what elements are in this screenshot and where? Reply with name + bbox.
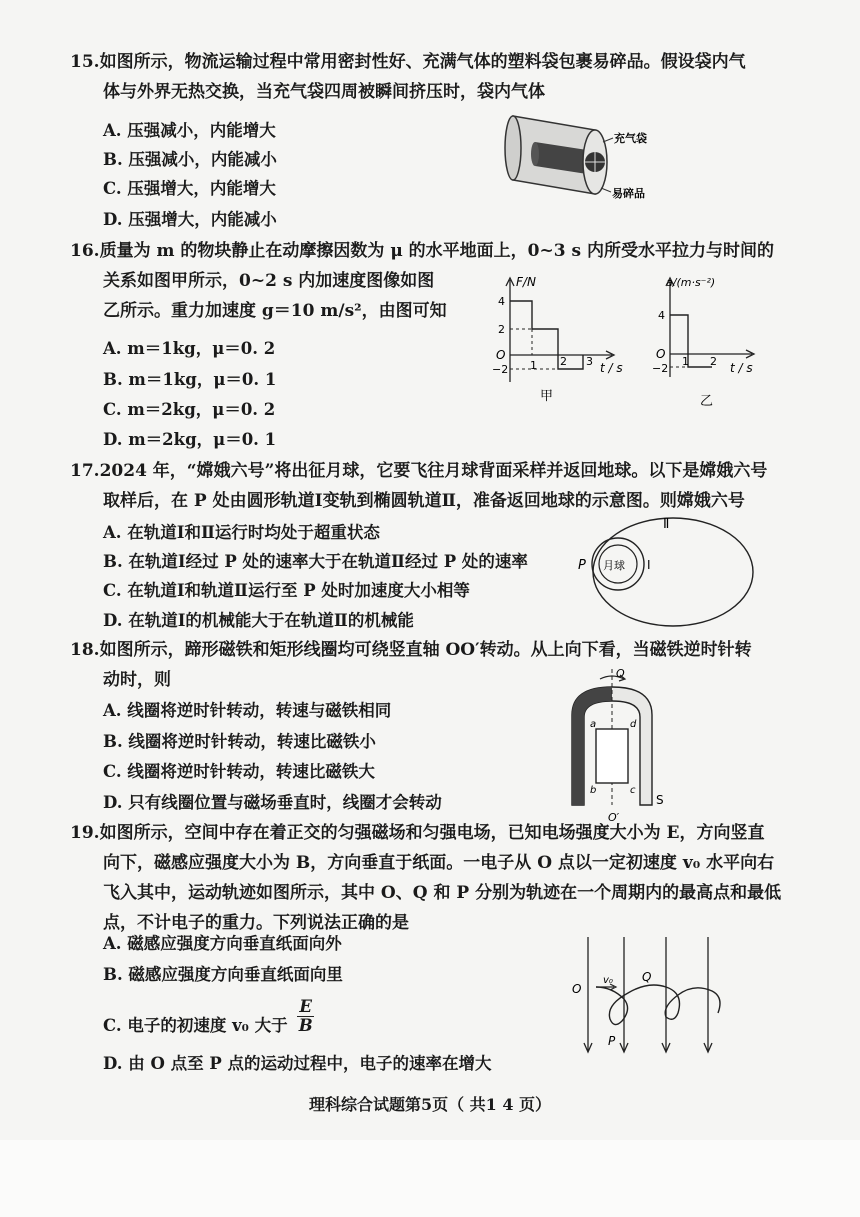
orbit-1-label: Ⅰ: [647, 558, 651, 572]
y-tick: 4: [498, 295, 505, 308]
corner-b-label: b: [590, 785, 597, 796]
option-a: A. 磁感应强度方向垂直纸面向外: [103, 934, 342, 953]
option-d: D. 只有线圈位置与磁场垂直时，线圈才会转动: [103, 793, 442, 812]
corner-d-label: d: [630, 719, 637, 730]
y-tick: −2: [492, 363, 509, 376]
pole-label: S: [656, 793, 664, 807]
option-d: D. 在轨道Ⅰ的机械能大于在轨道Ⅱ的机械能: [103, 611, 414, 630]
magnet-figure: [560, 665, 670, 824]
origin-label: O: [656, 347, 666, 361]
x-tick: 1: [530, 359, 537, 372]
graph-yi: [640, 272, 765, 412]
graph-caption: 甲: [540, 389, 554, 404]
question-stem: 取样后，在 P 处由圆形轨道Ⅰ变轨到椭圆轨道Ⅱ，准备返回地球的示意图。则嫦娥六号: [103, 491, 745, 511]
item-label: 易碎品: [612, 187, 645, 200]
option-c-text: C. 电子的初速度 v₀ 大于: [103, 1016, 288, 1035]
x-tick: 2: [710, 355, 717, 368]
graph-caption: 乙: [700, 394, 714, 409]
question-stem: 质量为 m 的物块静止在动摩擦因数为 μ 的水平地面上，0~3 s 内所受水平拉力与时间的: [99, 241, 774, 261]
fraction-e-over-b: [297, 998, 314, 1035]
point-o-label: O: [572, 982, 582, 996]
question-number: 16.: [70, 241, 100, 261]
point-q-label: Q: [642, 970, 652, 984]
origin-label: O: [496, 348, 506, 362]
question-stem: 动时，则: [103, 670, 171, 690]
option-c: C. 在轨道Ⅰ和轨道Ⅱ运行至 P 处时加速度大小相等: [103, 581, 470, 600]
option-d: D. 压强增大，内能减小: [103, 210, 277, 229]
orbit-figure: [568, 510, 768, 635]
option-b: B. 磁感应强度方向垂直纸面向里: [103, 965, 343, 984]
x-axis-label: t / s: [600, 361, 623, 375]
fraction-numerator: E: [299, 997, 312, 1016]
option-b: B. m＝1kg，μ＝0. 1: [103, 370, 277, 389]
orbit-2-label: Ⅱ: [663, 517, 670, 532]
option-b: B. 压强减小，内能减小: [103, 150, 277, 169]
point-p-label: P: [608, 1034, 616, 1048]
y-axis-label: a/(m·s⁻²): [666, 276, 716, 289]
x-tick: 2: [560, 355, 567, 368]
question-17: [70, 456, 767, 516]
option-c: C. 线圈将逆时针转动，转速比磁铁大: [103, 762, 375, 781]
option-d: D. m＝2kg，μ＝0. 1: [103, 430, 277, 449]
page-footer: 理科综合试题第5页（ 共1 4 页）: [308, 1095, 552, 1114]
option-a: A. m＝1kg，μ＝0. 2: [103, 339, 276, 358]
question-number: 19.: [70, 823, 100, 843]
question-stem: 如图所示，空间中存在着正交的匀强磁场和匀强电场，已知电场强度大小为 E，方向竖直: [99, 823, 765, 843]
question-stem: 如图所示，物流运输过程中常用密封性好、充满气体的塑料袋包裹易碎品。假设袋内气: [99, 52, 746, 72]
x-tick: 1: [682, 355, 689, 368]
option-a: A. 在轨道Ⅰ和Ⅱ运行时均处于超重状态: [103, 523, 380, 542]
air-bag-figure: [495, 108, 665, 206]
question-stem: 点，不计电子的重力。下列说法正确的是: [103, 913, 409, 933]
question-number: 15.: [70, 52, 100, 72]
option-c: [103, 997, 314, 1045]
x-axis-label: t / s: [730, 361, 753, 375]
corner-c-label: c: [630, 785, 636, 796]
y-tick: −2: [652, 362, 669, 375]
question-number: 18.: [70, 640, 100, 660]
x-tick: 3: [586, 355, 593, 368]
option-c: C. 压强增大，内能增大: [103, 179, 276, 198]
y-axis-label: F/N: [516, 275, 536, 289]
fraction-denominator: B: [298, 1016, 313, 1035]
question-stem: 如图所示，蹄形磁铁和矩形线圈均可绕竖直轴 OO′转动。从上向下看，当磁铁逆时针转: [99, 640, 752, 660]
trajectory-figure: [566, 935, 736, 1055]
blank-margin: [0, 1140, 860, 1217]
bag-label: 充气袋: [614, 132, 647, 145]
y-tick: 4: [658, 309, 665, 322]
option-d: D. 由 O 点至 P 点的运动过程中，电子的速率在增大: [103, 1054, 492, 1073]
option-b: B. 线圈将逆时针转动，转速比磁铁小: [103, 732, 376, 751]
option-b: B. 在轨道Ⅰ经过 P 处的速率大于在轨道Ⅱ经过 P 处的速率: [103, 552, 528, 571]
question-stem: 乙所示。重力加速度 g＝10 m/s²，由图可知: [103, 301, 447, 321]
y-tick: 2: [498, 323, 505, 336]
point-p-label: P: [578, 558, 586, 573]
question-stem: 向下，磁感应强度大小为 B，方向垂直于纸面。一电子从 O 点以一定初速度 v₀ 水平向右: [103, 853, 775, 873]
question-number: 17.: [70, 461, 100, 481]
option-a: A. 线圈将逆时针转动，转速与磁铁相同: [103, 701, 392, 720]
question-stem: 2024 年，“嫦娥六号”将出征月球，它要飞往月球背面采样并返回地球。以下是嫦娥六号: [99, 461, 768, 481]
option-c: C. m＝2kg，μ＝0. 2: [103, 400, 276, 419]
moon-label: 月球: [603, 559, 625, 572]
graph-jia: [480, 272, 630, 407]
question-stem: 体与外界无热交换，当充气袋四周被瞬间挤压时，袋内气体: [103, 82, 545, 102]
velocity-label: v₀: [603, 975, 613, 986]
question-19: [70, 818, 781, 938]
question-15: [70, 47, 746, 107]
option-a: A. 压强减小，内能增大: [103, 121, 276, 140]
question-stem: 飞入其中，运动轨迹如图所示，其中 O、Q 和 P 分别为轨迹在一个周期内的最高点和最低: [103, 883, 782, 903]
axis-bottom-label: O′: [608, 811, 620, 824]
question-stem: 关系如图甲所示，0~2 s 内加速度图像如图: [103, 271, 435, 291]
corner-a-label: a: [590, 719, 597, 730]
axis-top-label: O: [616, 667, 625, 680]
